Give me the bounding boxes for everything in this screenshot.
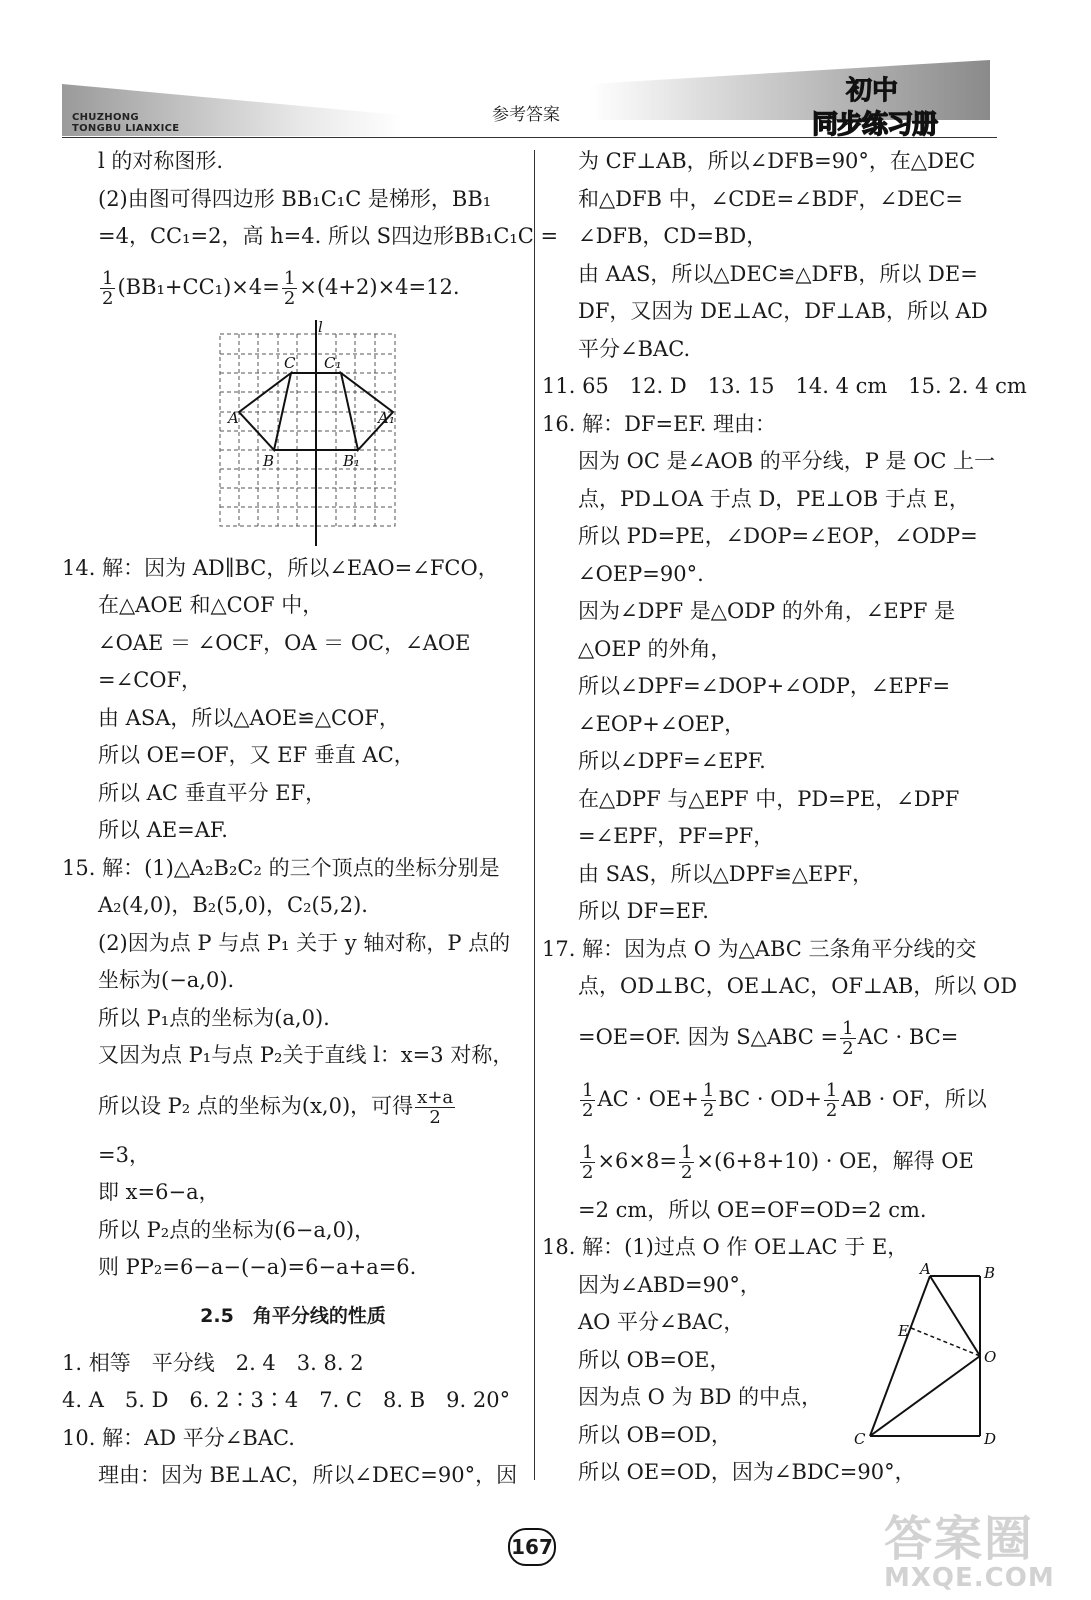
text-line: AO 平分∠BAC，: [578, 1310, 745, 1334]
text-line: 15. 解：(1)△A₂B₂C₂ 的三个顶点的坐标分别是: [62, 855, 500, 880]
text-line: 由 AAS，所以△DEC≌△DFB，所以 DE=: [578, 261, 978, 286]
fraction: $\frac{1}{2}$: [825, 1079, 838, 1121]
text-line: l 的对称图形.: [98, 149, 224, 173]
text-line: △OEP 的外角，: [578, 636, 732, 661]
fraction: $\frac{1}{2}$: [102, 267, 114, 309]
svg-text:C: C: [854, 1430, 866, 1448]
text-line: 14. 解：因为 AD∥BC，所以∠EAO=∠FCO，: [62, 555, 499, 580]
text-line: =4，CC₁=2，高 h=4. 所以 S四边形BB₁C₁C =: [98, 224, 559, 248]
text-line: 在△DPF 与△EPF 中，PD=PE，∠DPF: [578, 786, 960, 811]
formula-line: 所以设 P₂ 点的坐标为(x,0)，可得 $\frac{x+a}{2}$: [98, 1086, 454, 1128]
text-line: 因为点 O 为 BD 的中点，: [578, 1385, 823, 1409]
text-line: 17. 解：因为点 O 为△ABC 三条角平分线的交: [542, 936, 977, 961]
page-number: 167: [508, 1528, 556, 1566]
formula-line: $\frac{1}{2}$ ×6×8= $\frac{1}{2}$ ×(6+8+10) · OE，解得 OE: [582, 1141, 974, 1183]
text-line: 16. 解：DF=EF. 理由：: [542, 411, 777, 436]
text-line: =3，: [98, 1142, 150, 1167]
text-line: 又因为点 P₁与点 P₂关于直线 l：x=3 对称，: [98, 1043, 514, 1067]
svg-text:A: A: [228, 408, 239, 427]
text-line: (2)因为点 P 与点 P₁ 关于 y 轴对称，P 点的: [98, 930, 511, 955]
fraction: $\frac{1}{2}$: [283, 267, 296, 309]
text-line: 所以 OE=OF，又 EF 垂直 AC，: [98, 743, 415, 767]
text-line: 4. A 5. D 6. 2∶3∶4 7. C 8. B 9. 20°: [62, 1388, 511, 1412]
text-line: 点，OD⊥BC，OE⊥AC，OF⊥AB，所以 OD: [578, 974, 1018, 998]
svg-text:O: O: [984, 1348, 997, 1366]
text-line: 理由：因为 BE⊥AC，所以∠DEC=90°，因: [98, 1463, 518, 1487]
section-heading: 2.5 角平分线的性质: [200, 1304, 386, 1327]
svg-text:B: B: [263, 451, 275, 470]
svg-text:C₁: C₁: [324, 353, 342, 372]
text-line: 则 PP₂=6−a−(−a)=6−a+a=6.: [98, 1255, 417, 1279]
figure-symmetry: [62, 318, 524, 550]
svg-text:A: A: [920, 1262, 931, 1278]
text-line: 在△AOE 和△COF 中，: [98, 593, 324, 617]
header-subtitle: CHUZHONG TONGBU LIANXICE: [72, 112, 180, 134]
brand-logo: 初中 同步练习册: [812, 76, 938, 140]
formula-line: $\frac{1}{2}$ (BB₁+CC₁)×4= $\frac{1}{2}$ ×(4+2)×4=12.: [102, 267, 460, 309]
svg-text:B: B: [984, 1264, 996, 1282]
text-line: ∠EOP+∠OEP，: [578, 711, 746, 736]
text-line: 因为 OC 是∠AOB 的平分线，P 是 OC 上一: [578, 449, 996, 473]
text-line: 所以 OE=OD，因为∠BDC=90°，: [578, 1460, 916, 1484]
text-line: 10. 解：AD 平分∠BAC.: [62, 1425, 295, 1450]
text-line: 为 CF⊥AB，所以∠DFB=90°，在△DEC: [578, 149, 976, 173]
figure-angle-bisector: [846, 1262, 1006, 1452]
text-line: 所以 P₂点的坐标为(6−a,0)，: [98, 1217, 376, 1242]
text-line: ∠DFB，CD=BD，: [578, 224, 768, 248]
svg-text:B₁: B₁: [343, 451, 361, 470]
svg-text:l: l: [318, 317, 323, 336]
text-line: ∠OEP=90°.: [578, 561, 704, 586]
text-line: =2 cm，所以 OE=OF=OD=2 cm.: [578, 1197, 927, 1222]
text-line: 因为∠DPF 是△ODP 的外角，∠EPF 是: [578, 599, 956, 623]
text-line: 平分∠BAC.: [578, 336, 691, 361]
text-line: (2)由图可得四边形 BB₁C₁C 是梯形，BB₁: [98, 186, 492, 211]
text-line: A₂(4,0)，B₂(5,0)，C₂(5,2).: [98, 893, 368, 917]
text-line: 1. 相等 平分线 2. 4 3. 8. 2: [62, 1350, 364, 1375]
text-line: 所以∠DPF=∠EPF.: [578, 749, 766, 773]
header-title: 参考答案: [492, 105, 560, 125]
fraction: $\frac{1}{2}$: [842, 1017, 854, 1059]
svg-text:D: D: [984, 1430, 997, 1448]
svg-text:A₁: A₁: [378, 408, 395, 427]
text-line: 所以 AE=AF.: [98, 818, 228, 842]
fraction: $\frac{x+a}{2}$: [417, 1086, 454, 1128]
text-line: 由 SAS，所以△DPF≌△EPF，: [578, 861, 874, 886]
text-line: 所以 OB=OE，: [578, 1347, 731, 1372]
fraction: $\frac{1}{2}$: [702, 1079, 715, 1121]
text-line: 所以 DF=EF.: [578, 899, 709, 923]
fraction: $\frac{1}{2}$: [582, 1141, 594, 1183]
svg-text:E: E: [898, 1322, 909, 1340]
text-line: =∠EPF，PF=PF，: [578, 824, 775, 848]
text-line: ∠OAE ＝ ∠OCF，OA ＝ OC，∠AOE: [98, 630, 471, 655]
text-line: 和△DFB 中，∠CDE=∠BDF，∠DEC=: [578, 186, 963, 211]
text-line: 所以∠DPF=∠DOP+∠ODP，∠EPF=: [578, 674, 951, 698]
svg-text:C: C: [284, 353, 296, 372]
formula-line: $\frac{1}{2}$ AC · OE+ $\frac{1}{2}$ BC · OD+ $\frac{1}{2}$ AB · OF，所以: [582, 1079, 987, 1121]
text-line: 所以 AC 垂直平分 EF，: [98, 780, 327, 805]
page-header: [0, 0, 1091, 150]
text-line: 所以 OB=OD，: [578, 1422, 732, 1447]
text-line: DF，又因为 DE⊥AC，DF⊥AB，所以 AD: [578, 299, 988, 323]
fraction: $\frac{1}{2}$: [582, 1079, 594, 1121]
text-line: 所以 PD=PE，∠DOP=∠EOP，∠ODP=: [578, 524, 978, 548]
text-line: 所以 P₁点的坐标为(a,0).: [98, 1005, 330, 1030]
text-line: =∠COF，: [98, 668, 203, 692]
fraction: $\frac{1}{2}$: [680, 1141, 693, 1183]
text-line: 11. 65 12. D 13. 15 14. 4 cm 15. 2. 4 cm: [542, 374, 1027, 398]
text-line: 18. 解：(1)过点 O 作 OE⊥AC 于 E，: [542, 1235, 909, 1259]
text-line: 坐标为(−a,0).: [98, 968, 235, 992]
text-line: 由 ASA，所以△AOE≌△COF，: [98, 705, 400, 730]
watermark-logo: 答案圈 MXQE.COM: [884, 1511, 1055, 1593]
text-line: 即 x=6−a，: [98, 1180, 220, 1204]
formula-line: =OE=OF. 因为 S△ABC = $\frac{1}{2}$ AC · BC=: [578, 1017, 959, 1059]
text-line: 点，PD⊥OA 于点 D，PE⊥OB 于点 E，: [578, 486, 970, 511]
left-column: [62, 143, 559, 1495]
header-rule: [62, 137, 997, 138]
text-line: 因为∠ABD=90°，: [578, 1272, 761, 1297]
column-divider: [534, 150, 535, 1480]
